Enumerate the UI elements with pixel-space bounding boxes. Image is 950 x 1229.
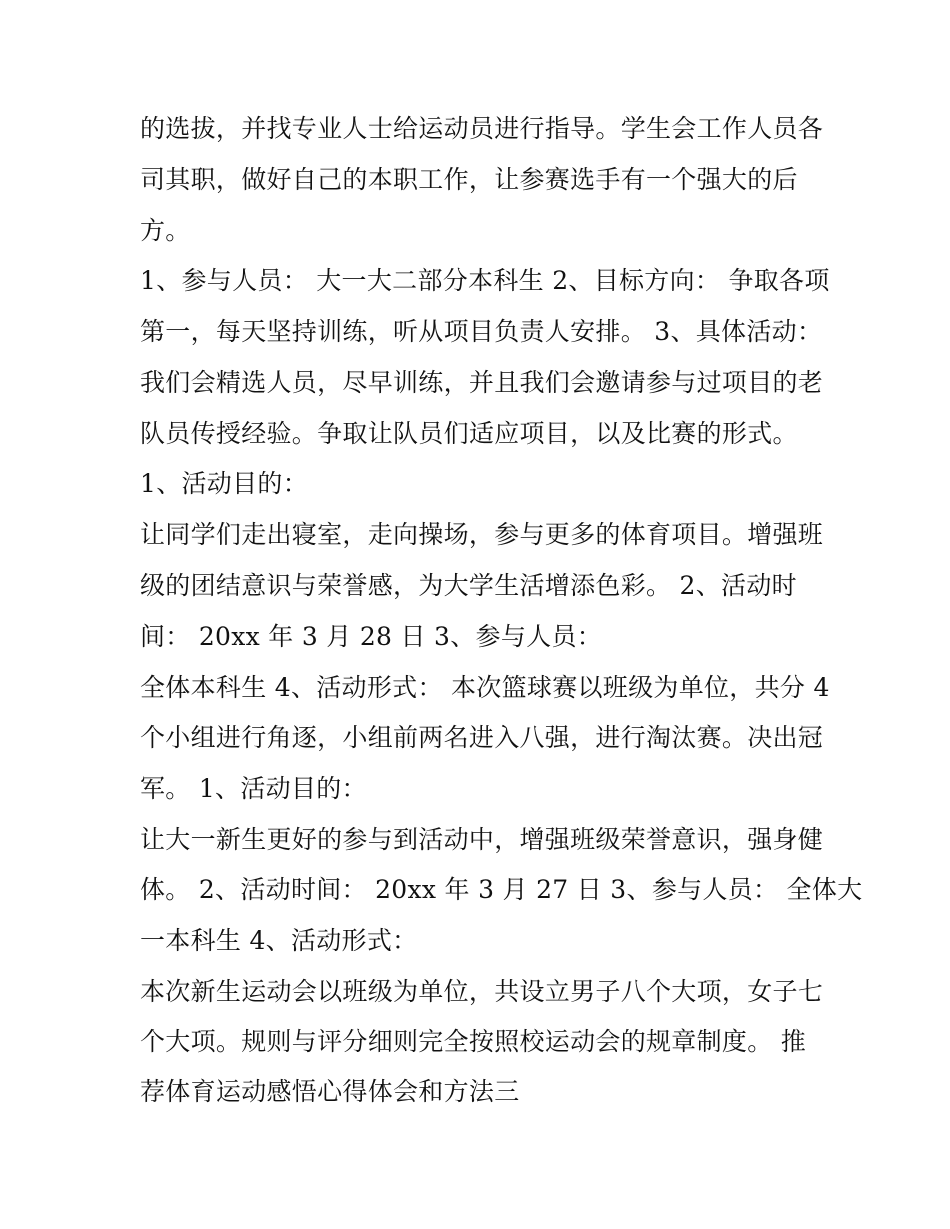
body-text-line: 一本科生 4、活动形式： [140, 926, 418, 955]
body-text-line: 1、活动目的： [140, 469, 309, 498]
body-text-line: 全体本科生 4、活动形式： 本次篮球赛以班级为单位，共分 4 [140, 673, 830, 702]
body-text-line: 体。 2、活动时间： 20xx 年 3 月 27 日 3、参与人员： 全体大 [140, 875, 863, 904]
body-text-line: 司其职，做好自己的本职工作，让参赛选手有一个强大的后 [140, 165, 798, 194]
body-text-line: 荐体育运动感悟心得体会和方法三 [140, 1077, 520, 1106]
body-text-line: 个小组进行角逐，小组前两名进入八强，进行淘汰赛。决出冠 [140, 723, 824, 752]
body-text-line: 让大一新生更好的参与到活动中，增强班级荣誉意识，强身健 [140, 825, 824, 854]
body-text-line: 第一，每天坚持训练，听从项目负责人安排。 3、具体活动： [140, 317, 823, 346]
body-text-line: 本次新生运动会以班级为单位，共设立男子八个大项，女子七 [140, 977, 824, 1006]
body-text-line: 我们会精选人员，尽早训练，并且我们会邀请参与过项目的老 [140, 368, 824, 397]
body-text-line: 级的团结意识与荣誉感，为大学生活增添色彩。 2、活动时 [140, 571, 797, 600]
body-text-line: 1、参与人员： 大一大二部分本科生 2、目标方向： 争取各项 [140, 266, 830, 295]
body-text-line: 军。 1、活动目的： [140, 774, 367, 803]
body-text-line: 让同学们走出寝室，走向操场，参与更多的体育项目。增强班 [140, 520, 824, 549]
body-text-line: 的选拔，并找专业人士给运动员进行指导。学生会工作人员各 [140, 114, 824, 143]
body-text-line: 个大项。规则与评分细则完全按照校运动会的规章制度。 推 [140, 1027, 807, 1056]
body-text-line: 队员传授经验。争取让队员们适应项目，以及比赛的形式。 [140, 419, 798, 448]
body-text-line: 间： 20xx 年 3 月 28 日 3、参与人员： [140, 622, 603, 651]
body-text-line: 方。 [140, 216, 191, 245]
